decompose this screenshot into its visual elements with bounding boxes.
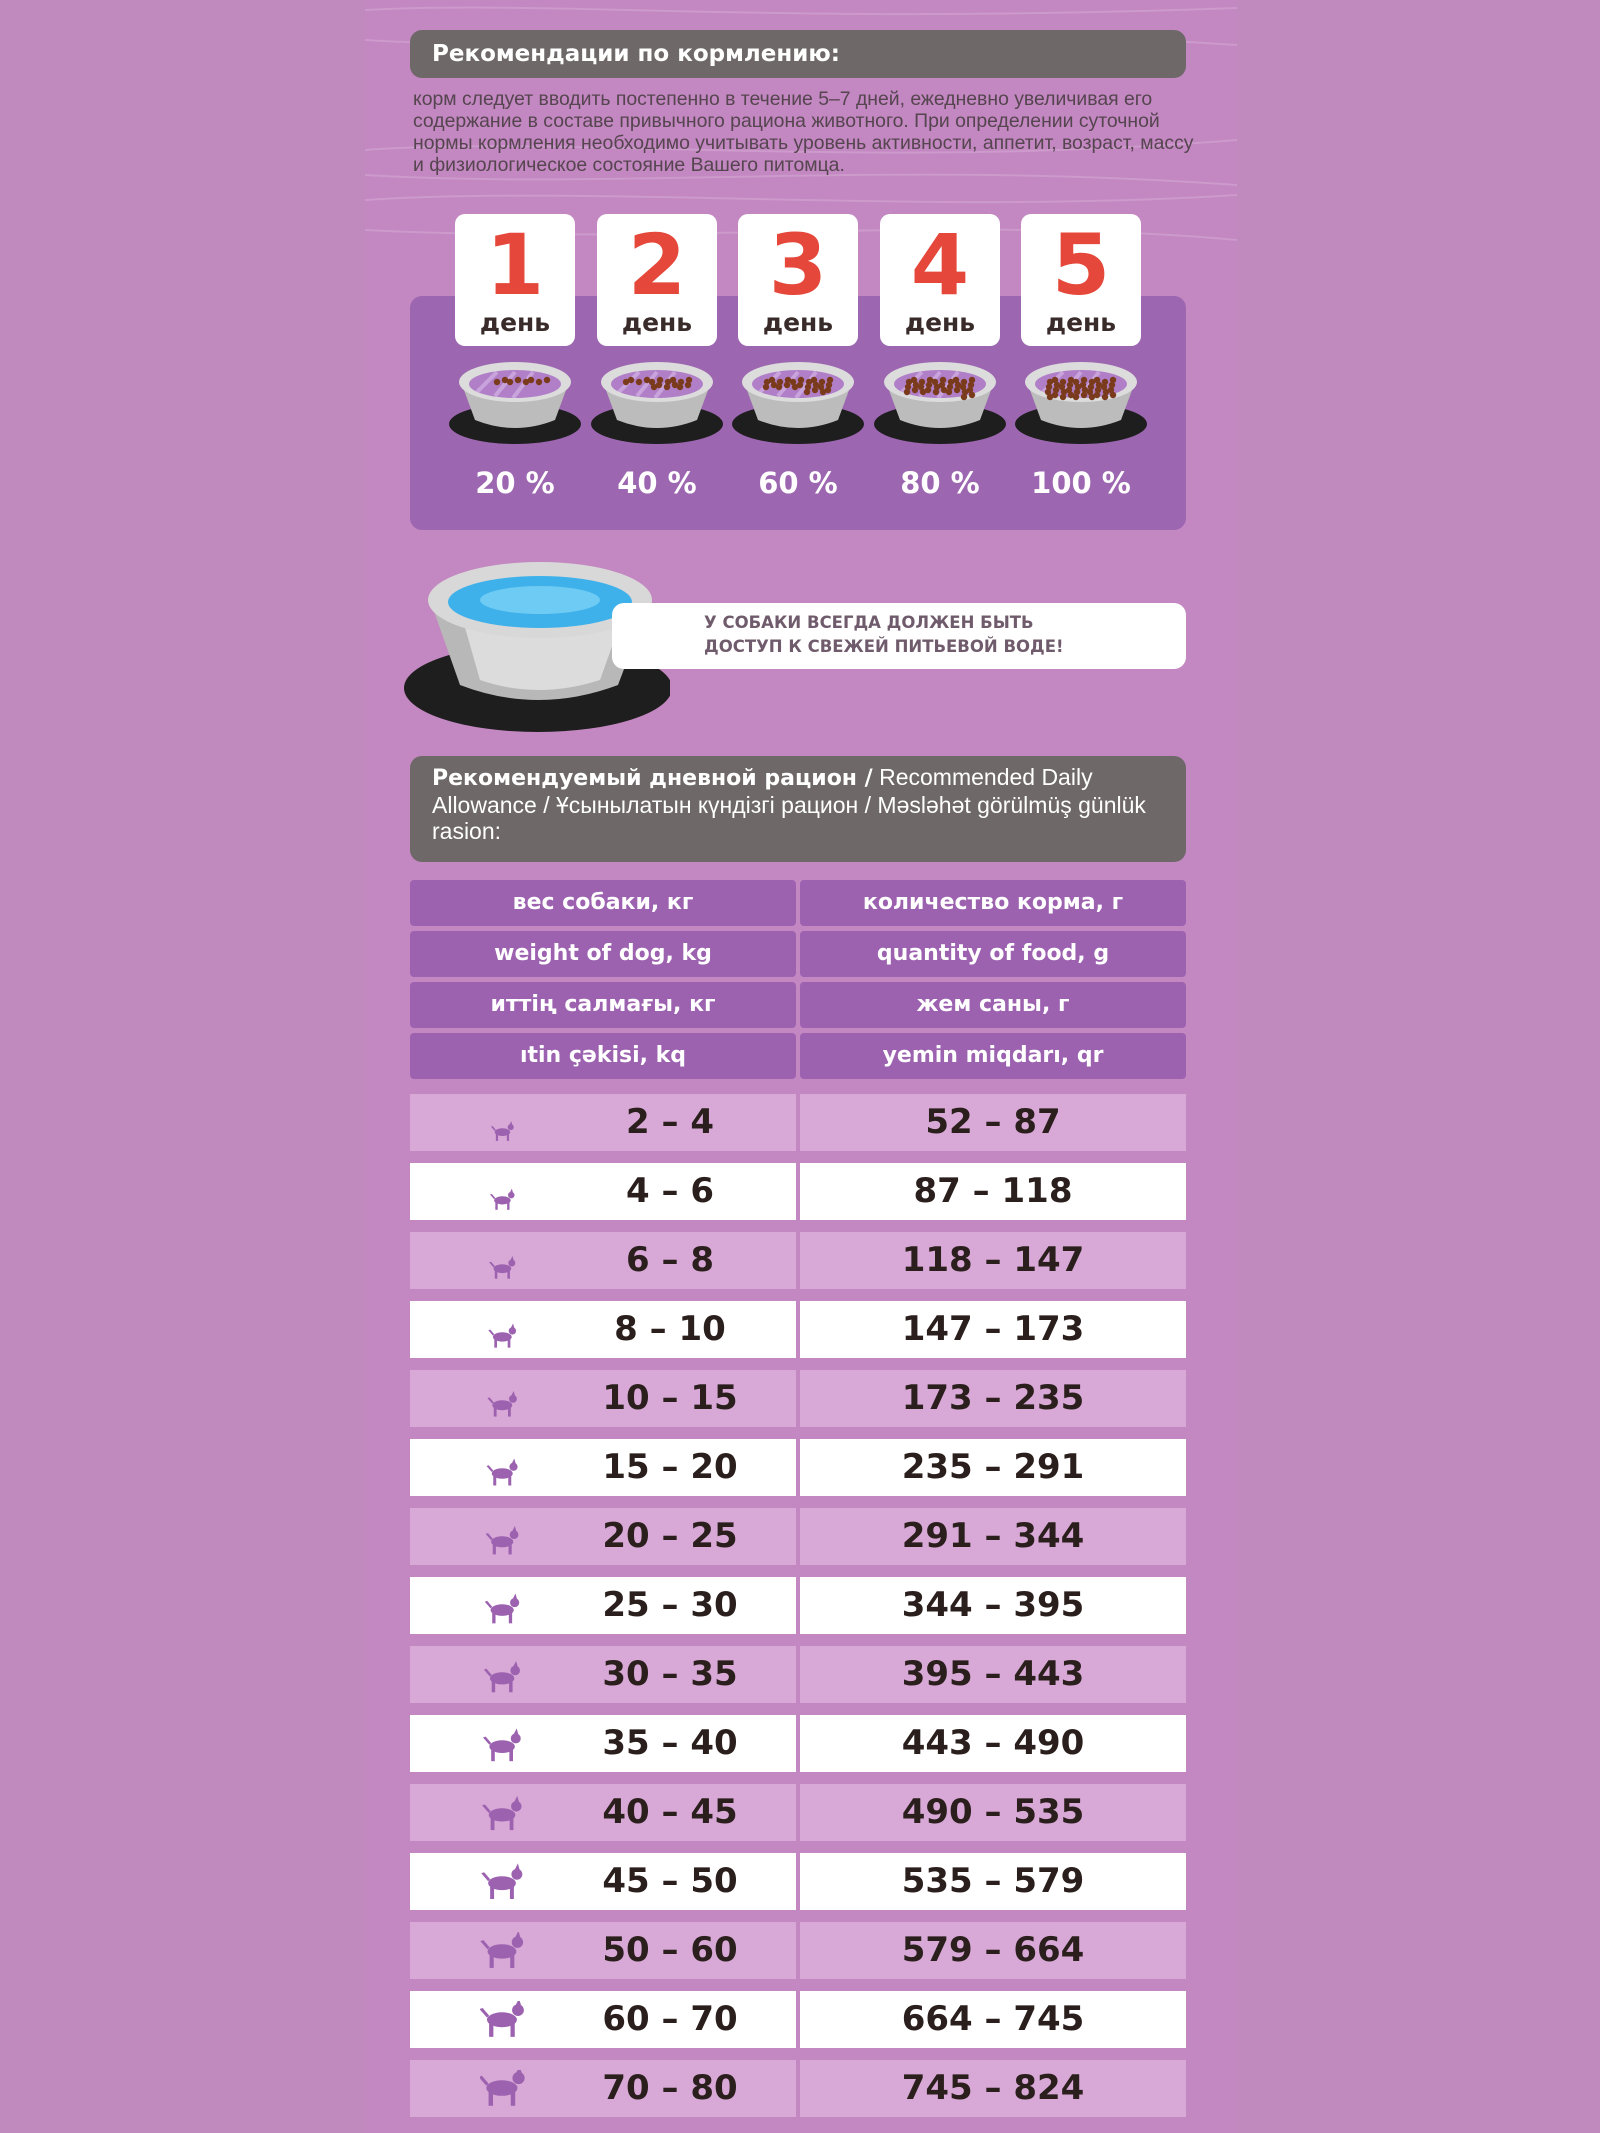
weight-cell (410, 1991, 796, 2048)
quantity-cell: 52 – 87 (800, 1094, 1186, 1151)
german-shepherd-icon (480, 1932, 526, 1970)
weight-value: 4 – 6 (626, 1171, 714, 1211)
food-bowl-icon (730, 352, 866, 448)
allowance-title-rest: Recommended Daily Allowance / Ұсынылатын күндізгі рацион / Məsləhət görülmüş günlük rasion: (432, 764, 1146, 844)
weight-value: 8 – 10 (614, 1309, 726, 1349)
weight-value: 45 – 50 (602, 1861, 738, 1901)
food-bowl-icon (589, 352, 725, 448)
pointer-icon (480, 1518, 526, 1556)
day-percentage: 100 % (1031, 466, 1131, 500)
sheepdog-icon (480, 1656, 526, 1694)
weight-cell (410, 1163, 796, 1220)
weight-cell (410, 1508, 796, 1565)
quantity-cell: 87 – 118 (800, 1163, 1186, 1220)
chow-icon (480, 1587, 526, 1625)
quantity-cell: 535 – 579 (800, 1853, 1186, 1910)
weight-cell (410, 1715, 796, 1772)
day-percentage: 20 % (475, 466, 555, 500)
water-notice-line1: У СОБАКИ ВСЕГДА ДОЛЖЕН БЫТЬ (704, 613, 1034, 632)
table-row (410, 1370, 1186, 1427)
food-bowl-icon (447, 352, 583, 448)
shepherd-icon (480, 1863, 526, 1901)
quantity-cell: 344 – 395 (800, 1577, 1186, 1634)
weight-cell (410, 1922, 796, 1979)
quantity-cell: 235 – 291 (800, 1439, 1186, 1496)
chihuahua-icon (480, 1104, 526, 1142)
weight-cell (410, 1232, 796, 1289)
retriever-icon (480, 1725, 526, 1763)
water-notice-line2: ДОСТУП К СВЕЖЕЙ ПИТЬЕВОЙ ВОДЕ! (704, 637, 1064, 656)
quantity-cell: 490 – 535 (800, 1784, 1186, 1841)
header-quantity: жем саны, г (800, 982, 1186, 1028)
weight-cell (410, 1784, 796, 1841)
weight-value: 30 – 35 (602, 1654, 738, 1694)
quantity-cell: 579 – 664 (800, 1922, 1186, 1979)
weight-value: 40 – 45 (602, 1792, 738, 1832)
food-bowl-icon (872, 352, 1008, 448)
table-row (410, 1094, 1186, 1151)
header-weight: иттің салмағы, кг (410, 982, 796, 1028)
day-number: 1 (485, 216, 545, 314)
day-percentage: 40 % (617, 466, 697, 500)
header-quantity: quantity of food, g (800, 931, 1186, 977)
weight-value: 6 – 8 (626, 1240, 714, 1280)
table-row (410, 1508, 1186, 1565)
weight-cell (410, 1853, 796, 1910)
quantity-cell: 118 – 147 (800, 1232, 1186, 1289)
day-label: день (762, 308, 834, 337)
day-number: 4 (910, 216, 970, 314)
quantity-cell: 291 – 344 (800, 1508, 1186, 1565)
header-quantity: количество корма, г (800, 880, 1186, 926)
food-bowl-icon (1013, 352, 1149, 448)
weight-value: 2 – 4 (626, 1102, 714, 1142)
table-row (410, 1577, 1186, 1634)
day-card-4 (880, 214, 1000, 346)
day-label: день (479, 308, 551, 337)
table-row (410, 2060, 1186, 2117)
mastiff-icon (480, 2070, 526, 2108)
quantity-cell: 147 – 173 (800, 1301, 1186, 1358)
header-quantity: yemin miqdarı, qr (800, 1033, 1186, 1079)
weight-value: 25 – 30 (602, 1585, 738, 1625)
weight-cell (410, 1646, 796, 1703)
beagle-icon (480, 1380, 526, 1418)
table-row (410, 1646, 1186, 1703)
table-row (410, 1163, 1186, 1220)
quantity-cell: 443 – 490 (800, 1715, 1186, 1772)
table-row (410, 1715, 1186, 1772)
weight-cell (410, 1439, 796, 1496)
weight-cell (410, 1577, 796, 1634)
table-row (410, 1853, 1186, 1910)
header-weight: ıtin çəkisi, kq (410, 1033, 796, 1079)
weight-value: 70 – 80 (602, 2068, 738, 2108)
day-card-2 (597, 214, 717, 346)
table-row (410, 1922, 1186, 1979)
weight-value: 15 – 20 (602, 1447, 738, 1487)
day-label: день (621, 308, 693, 337)
table-row (410, 1439, 1186, 1496)
weight-cell (410, 1094, 796, 1151)
weight-cell (410, 1370, 796, 1427)
day-percentage: 80 % (900, 466, 980, 500)
dachshund-icon (480, 1242, 526, 1280)
weight-value: 60 – 70 (602, 1999, 738, 2039)
table-row (410, 1784, 1186, 1841)
quantity-cell: 173 – 235 (800, 1370, 1186, 1427)
day-number: 2 (627, 216, 687, 314)
quantity-cell: 664 – 745 (800, 1991, 1186, 2048)
day-label: день (904, 308, 976, 337)
weight-value: 35 – 40 (602, 1723, 738, 1763)
terrier-icon (480, 1311, 526, 1349)
water-notice (612, 603, 1186, 669)
weight-cell (410, 1301, 796, 1358)
day-label: день (1045, 308, 1117, 337)
feeding-header: Рекомендации по кормлению: (410, 30, 1186, 78)
day-percentage: 60 % (758, 466, 838, 500)
weight-value: 10 – 15 (602, 1378, 738, 1418)
header-weight: вес собаки, кг (410, 880, 796, 926)
header-weight: weight of dog, kg (410, 931, 796, 977)
toy-dog-icon (480, 1173, 526, 1211)
great-dane-icon (480, 2001, 526, 2039)
day-card-3 (738, 214, 858, 346)
day-card-1 (455, 214, 575, 346)
allowance-header (410, 756, 1186, 862)
table-row (410, 1301, 1186, 1358)
labrador-icon (480, 1794, 526, 1832)
quantity-cell: 745 – 824 (800, 2060, 1186, 2117)
day-number: 5 (1051, 216, 1111, 314)
feeding-text: корм следует вводить постепенно в течение 5–7 дней, ежедневно увеличивая его содержание в составе привычного рациона животного. При определении суточной нормы кормления необходимо учитывать уровень активности, аппетит, возраст, массу и физиологическое состояние Вашего питомца. (413, 88, 1194, 176)
quantity-cell: 395 – 443 (800, 1646, 1186, 1703)
day-number: 3 (768, 216, 828, 314)
bulldog-icon (480, 1449, 526, 1487)
allowance-title-bold: Рекомендуемый дневной рацион / (432, 766, 873, 791)
table-row (410, 1232, 1186, 1289)
weight-value: 50 – 60 (602, 1930, 738, 1970)
weight-cell (410, 2060, 796, 2117)
day-card-5 (1021, 214, 1141, 346)
table-row (410, 1991, 1186, 2048)
weight-value: 20 – 25 (602, 1516, 738, 1556)
